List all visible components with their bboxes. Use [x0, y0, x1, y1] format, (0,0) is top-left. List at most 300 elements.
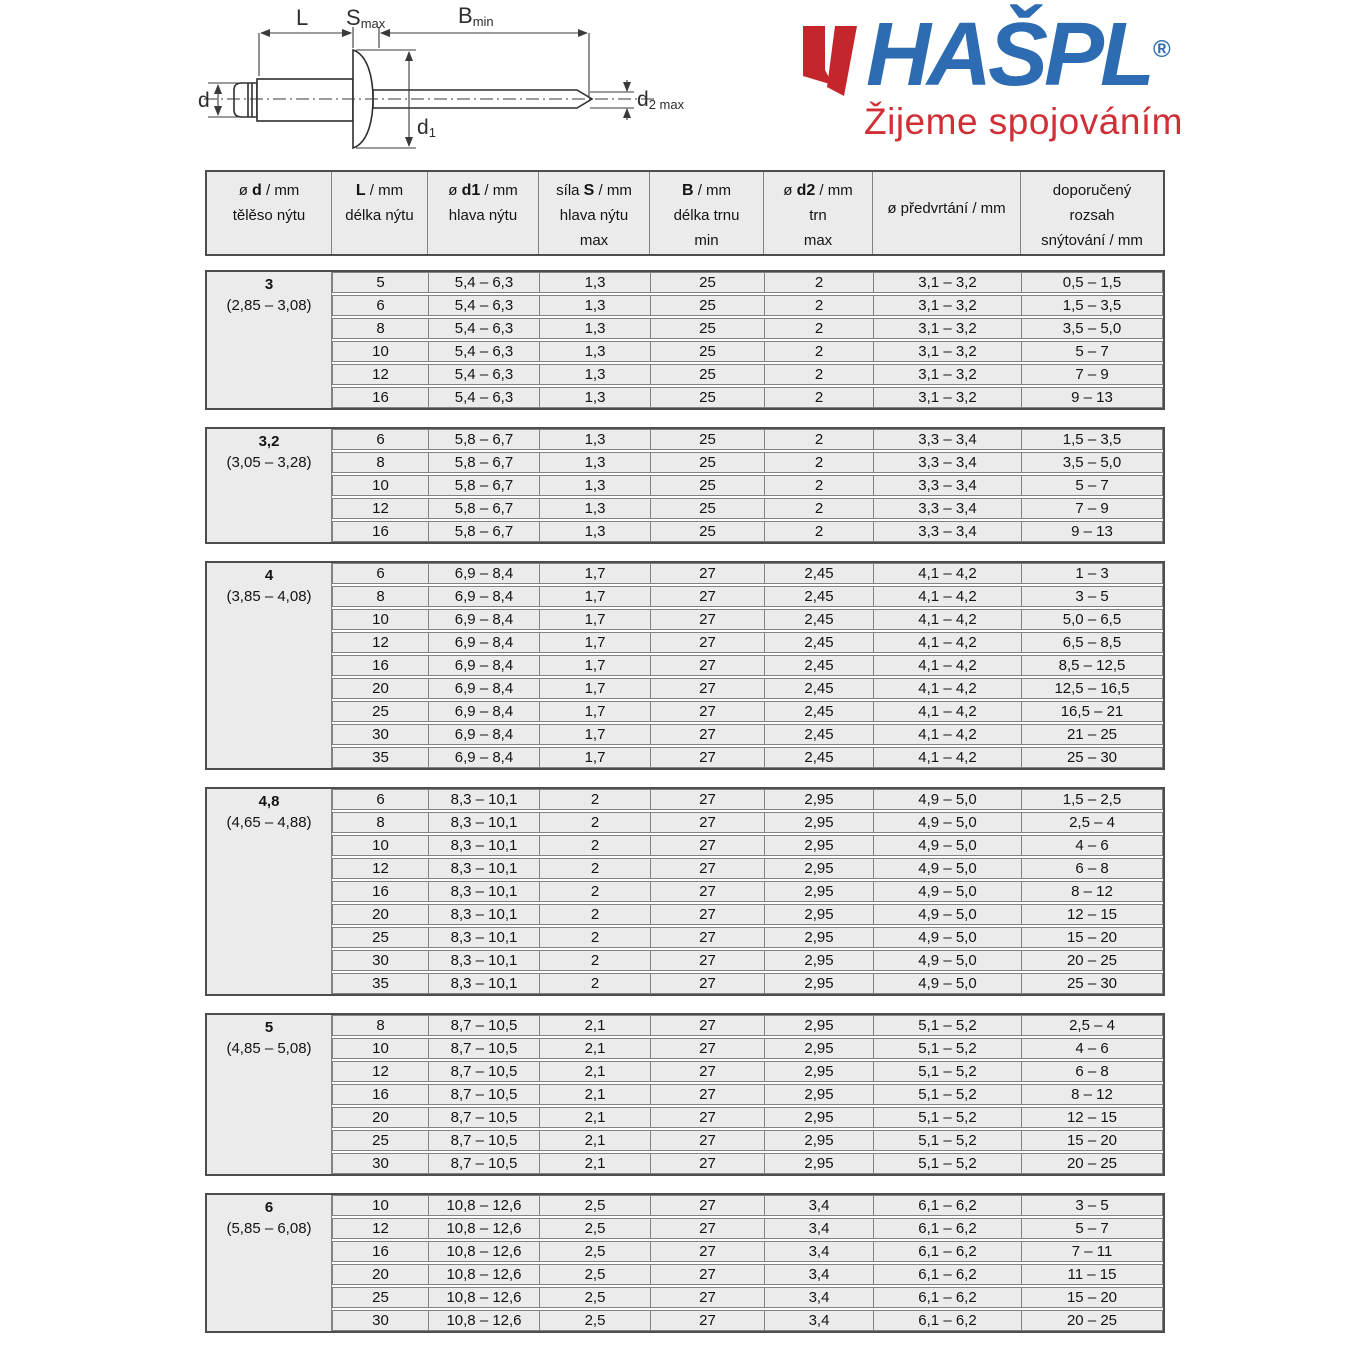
spec-cell: 27 [651, 1154, 765, 1173]
spec-cell: 10 [333, 342, 429, 361]
spec-cell: 0,5 – 1,5 [1062, 274, 1122, 291]
spec-cell: 27 [651, 633, 765, 652]
spec-cell: 4,9 – 5,0 [874, 951, 1022, 970]
spec-cell: 8 – 12 [1071, 1086, 1113, 1103]
spec-cell: 25 [333, 702, 429, 721]
spec-cell: 10 [333, 476, 429, 495]
spec-cell: 3,5 – 5,0 [1062, 320, 1122, 337]
spec-cell: 2,45 [765, 725, 874, 744]
header-cell: B / mm délka trnu min [650, 172, 764, 254]
spec-cell: 1,7 [540, 702, 651, 721]
spec-cell: 2,5 [540, 1288, 651, 1307]
spec-cell: 25 [651, 319, 765, 338]
spec-cell: 27 [651, 1085, 765, 1104]
spec-cell: 12 – 15 [1066, 1109, 1118, 1126]
spec-cell: 2,95 [765, 859, 874, 878]
header-cell: ø d1 / mm hlava nýtu [428, 172, 539, 254]
group-tolerance-range: (4,65 – 4,88) [226, 814, 312, 831]
spec-cell: 7 – 11 [1071, 1243, 1113, 1260]
spec-cell: 1,7 [540, 587, 651, 606]
spec-cell: 6 [333, 790, 429, 809]
table-header [205, 170, 1165, 256]
spec-cell: 2,1 [540, 1131, 651, 1150]
spec-cell: 30 [333, 951, 429, 970]
header-cell: síla S / mm hlava nýtu max [539, 172, 650, 254]
spec-cell: 2,1 [540, 1016, 651, 1035]
spec-cell: 8 – 12 [1071, 883, 1113, 900]
spec-cell: 16 [333, 882, 429, 901]
spec-row [332, 498, 1163, 519]
spec-cell: 1,3 [540, 476, 651, 495]
spec-cell: 4,1 – 4,2 [874, 748, 1022, 767]
spec-cell: 6,5 – 8,5 [1062, 634, 1122, 651]
spec-cell: 4,1 – 4,2 [874, 679, 1022, 698]
spec-cell: 27 [651, 951, 765, 970]
spec-cell: 27 [651, 1131, 765, 1150]
spec-cell: 16 [333, 522, 429, 541]
spec-cell: 5,0 – 6,5 [1062, 611, 1122, 628]
spec-cell: 2 [765, 342, 874, 361]
spec-cell: 10,8 – 12,6 [429, 1265, 540, 1284]
spec-cell: 25 [651, 453, 765, 472]
spec-cell: 30 [333, 725, 429, 744]
spec-row [332, 521, 1163, 542]
spec-row [332, 632, 1163, 653]
spec-cell: 2,95 [765, 1016, 874, 1035]
spec-cell: 10,8 – 12,6 [429, 1311, 540, 1330]
size-group [205, 561, 1165, 770]
group-diameter: 3 [264, 276, 274, 293]
spec-cell: 2 [765, 319, 874, 338]
spec-row [332, 724, 1163, 745]
spec-row [332, 881, 1163, 902]
spec-cell: 12,5 – 16,5 [1054, 680, 1130, 697]
spec-cell: 1,3 [540, 388, 651, 407]
spec-cell: 27 [651, 610, 765, 629]
spec-cell: 2,1 [540, 1154, 651, 1173]
spec-row [332, 1241, 1163, 1262]
spec-cell: 27 [651, 1062, 765, 1081]
spec-cell: 3,4 [765, 1196, 874, 1215]
spec-cell: 8 [333, 813, 429, 832]
spec-cell: 27 [651, 564, 765, 583]
spec-cell: 20 – 25 [1066, 1312, 1118, 1329]
spec-row [332, 563, 1163, 584]
spec-cell: 12 [333, 499, 429, 518]
spec-cell: 6,9 – 8,4 [429, 564, 540, 583]
spec-cell: 35 [333, 748, 429, 767]
spec-cell: 4,9 – 5,0 [874, 882, 1022, 901]
size-group [205, 787, 1165, 996]
spec-cell: 4,1 – 4,2 [874, 564, 1022, 583]
spec-cell: 1,5 – 2,5 [1062, 791, 1122, 808]
spec-cell: 25 [651, 430, 765, 449]
spec-cell: 2 [540, 974, 651, 993]
spec-cell: 5,4 – 6,3 [429, 365, 540, 384]
spec-cell: 27 [651, 1219, 765, 1238]
group-tolerance-range: (2,85 – 3,08) [226, 297, 312, 314]
spec-cell: 20 – 25 [1066, 952, 1118, 969]
group-tolerance-range: (5,85 – 6,08) [226, 1220, 312, 1237]
spec-cell: 5,8 – 6,7 [429, 499, 540, 518]
rivet-spec-table [205, 170, 1165, 1333]
spec-cell: 2,1 [540, 1062, 651, 1081]
spec-cell: 4,9 – 5,0 [874, 836, 1022, 855]
spec-cell: 8,3 – 10,1 [429, 905, 540, 924]
spec-cell: 2,5 – 4 [1069, 814, 1115, 831]
spec-cell: 10,8 – 12,6 [429, 1242, 540, 1261]
spec-cell: 3,4 [765, 1265, 874, 1284]
spec-cell: 10 [333, 836, 429, 855]
spec-cell: 6,9 – 8,4 [429, 748, 540, 767]
group-diameter-cell [207, 1195, 332, 1331]
spec-cell: 2 [540, 882, 651, 901]
spec-cell: 3,1 – 3,2 [874, 273, 1022, 292]
spec-cell: 5,1 – 5,2 [874, 1016, 1022, 1035]
spec-cell: 16,5 – 21 [1060, 703, 1124, 720]
spec-cell: 30 [333, 1311, 429, 1330]
group-tolerance-range: (3,85 – 4,08) [226, 588, 312, 605]
spec-cell: 27 [651, 679, 765, 698]
spec-row [332, 1218, 1163, 1239]
spec-cell: 16 [333, 656, 429, 675]
spec-cell: 25 [651, 365, 765, 384]
spec-cell: 8,3 – 10,1 [429, 790, 540, 809]
spec-cell: 27 [651, 974, 765, 993]
haspl-logo [798, 5, 1184, 142]
spec-cell: 1,3 [540, 296, 651, 315]
group-diameter-cell [207, 429, 332, 542]
spec-cell: 6 – 8 [1075, 1063, 1109, 1080]
spec-cell: 2 [540, 790, 651, 809]
spec-cell: 15 – 20 [1066, 1132, 1118, 1149]
spec-cell: 8 [333, 1016, 429, 1035]
spec-row [332, 609, 1163, 630]
spec-cell: 2 [765, 476, 874, 495]
spec-cell: 7 – 9 [1075, 500, 1109, 517]
spec-cell: 2,45 [765, 679, 874, 698]
spec-row [332, 1038, 1163, 1059]
spec-row [332, 655, 1163, 676]
spec-cell: 4,9 – 5,0 [874, 905, 1022, 924]
spec-row [332, 1015, 1163, 1036]
spec-cell: 27 [651, 790, 765, 809]
spec-cell: 8 [333, 453, 429, 472]
spec-cell: 20 – 25 [1066, 1155, 1118, 1172]
spec-row [332, 586, 1163, 607]
spec-row [332, 1107, 1163, 1128]
spec-cell: 2 [765, 453, 874, 472]
spec-cell: 4,1 – 4,2 [874, 725, 1022, 744]
spec-cell: 2 [540, 836, 651, 855]
spec-cell: 2,95 [765, 1039, 874, 1058]
spec-cell: 25 – 30 [1066, 975, 1118, 992]
spec-cell: 27 [651, 1039, 765, 1058]
spec-cell: 12 [333, 633, 429, 652]
spec-cell: 27 [651, 905, 765, 924]
spec-cell: 4,1 – 4,2 [874, 633, 1022, 652]
spec-cell: 2,95 [765, 974, 874, 993]
spec-cell: 10 [333, 1039, 429, 1058]
spec-cell: 27 [651, 1108, 765, 1127]
spec-cell: 25 [333, 928, 429, 947]
spec-cell: 1,3 [540, 365, 651, 384]
spec-cell: 25 [333, 1288, 429, 1307]
table-groups [205, 270, 1165, 1333]
spec-cell: 2 [540, 928, 651, 947]
logo-mark [798, 24, 860, 102]
spec-cell: 8,3 – 10,1 [429, 836, 540, 855]
spec-cell: 2,95 [765, 813, 874, 832]
spec-cell: 5,4 – 6,3 [429, 388, 540, 407]
spec-cell: 8,7 – 10,5 [429, 1039, 540, 1058]
spec-cell: 6 [333, 296, 429, 315]
dim-label-Bmin: Bmin [458, 3, 494, 29]
spec-cell: 2,45 [765, 702, 874, 721]
spec-cell: 5,4 – 6,3 [429, 296, 540, 315]
spec-cell: 2 [540, 951, 651, 970]
spec-cell: 6,9 – 8,4 [429, 725, 540, 744]
spec-cell: 4,9 – 5,0 [874, 859, 1022, 878]
spec-cell: 1,3 [540, 522, 651, 541]
spec-cell: 4 – 6 [1075, 837, 1109, 854]
spec-cell: 27 [651, 1265, 765, 1284]
spec-cell: 2,45 [765, 587, 874, 606]
spec-cell: 35 [333, 974, 429, 993]
spec-cell: 15 – 20 [1066, 929, 1118, 946]
group-diameter: 3,2 [258, 433, 280, 450]
spec-row [332, 272, 1163, 293]
header-cell: L / mm délka nýtu [332, 172, 428, 254]
spec-row [332, 1153, 1163, 1174]
spec-cell: 4 – 6 [1075, 1040, 1109, 1057]
group-diameter-cell [207, 563, 332, 768]
spec-cell: 2,45 [765, 610, 874, 629]
spec-cell: 3,1 – 3,2 [874, 296, 1022, 315]
spec-cell: 3 – 5 [1075, 1197, 1109, 1214]
spec-cell: 1,5 – 3,5 [1062, 431, 1122, 448]
spec-cell: 8,3 – 10,1 [429, 951, 540, 970]
spec-row [332, 1061, 1163, 1082]
spec-cell: 6,1 – 6,2 [874, 1242, 1022, 1261]
spec-cell: 27 [651, 1242, 765, 1261]
spec-cell: 5,1 – 5,2 [874, 1039, 1022, 1058]
group-diameter: 4 [264, 567, 274, 584]
spec-cell: 4,1 – 4,2 [874, 702, 1022, 721]
spec-cell: 4,9 – 5,0 [874, 813, 1022, 832]
spec-cell: 2,5 [540, 1196, 651, 1215]
spec-cell: 1,3 [540, 342, 651, 361]
spec-cell: 6,1 – 6,2 [874, 1196, 1022, 1215]
spec-cell: 12 [333, 1062, 429, 1081]
spec-cell: 8,3 – 10,1 [429, 813, 540, 832]
spec-cell: 25 [651, 273, 765, 292]
spec-cell: 3,1 – 3,2 [874, 365, 1022, 384]
spec-cell: 2,95 [765, 882, 874, 901]
spec-cell: 6,9 – 8,4 [429, 587, 540, 606]
spec-cell: 2,1 [540, 1108, 651, 1127]
spec-cell: 1,7 [540, 633, 651, 652]
spec-cell: 2 [540, 813, 651, 832]
spec-cell: 1,3 [540, 273, 651, 292]
spec-cell: 5 [333, 273, 429, 292]
spec-cell: 3,3 – 3,4 [874, 499, 1022, 518]
spec-cell: 6,1 – 6,2 [874, 1311, 1022, 1330]
size-group [205, 270, 1165, 410]
spec-cell: 11 – 15 [1067, 1266, 1117, 1283]
spec-cell: 2,95 [765, 1154, 874, 1173]
spec-cell: 2,5 [540, 1219, 651, 1238]
group-tolerance-range: (3,05 – 3,28) [226, 454, 312, 471]
spec-cell: 16 [333, 1085, 429, 1104]
spec-cell: 2 [765, 430, 874, 449]
spec-cell: 25 [651, 342, 765, 361]
spec-cell: 1,3 [540, 430, 651, 449]
spec-cell: 27 [651, 882, 765, 901]
spec-cell: 8,3 – 10,1 [429, 974, 540, 993]
spec-cell: 2,45 [765, 633, 874, 652]
spec-cell: 5,1 – 5,2 [874, 1108, 1022, 1127]
brand-wordmark: HAŠPL [866, 5, 1152, 105]
spec-cell: 2,1 [540, 1039, 651, 1058]
spec-cell: 27 [651, 725, 765, 744]
spec-cell: 1,7 [540, 748, 651, 767]
spec-cell: 1,7 [540, 656, 651, 675]
group-tolerance-range: (4,85 – 5,08) [226, 1040, 312, 1057]
spec-cell: 2 [540, 859, 651, 878]
spec-cell: 20 [333, 679, 429, 698]
spec-cell: 5,4 – 6,3 [429, 273, 540, 292]
group-diameter: 5 [264, 1019, 274, 1036]
spec-cell: 2 [765, 273, 874, 292]
spec-cell: 4,1 – 4,2 [874, 610, 1022, 629]
size-group [205, 427, 1165, 544]
spec-row [332, 789, 1163, 810]
spec-cell: 8,7 – 10,5 [429, 1131, 540, 1150]
spec-cell: 6 – 8 [1075, 860, 1109, 877]
spec-cell: 10,8 – 12,6 [429, 1288, 540, 1307]
spec-cell: 10,8 – 12,6 [429, 1219, 540, 1238]
spec-cell: 2,45 [765, 564, 874, 583]
group-diameter-cell [207, 789, 332, 994]
spec-cell: 10,8 – 12,6 [429, 1196, 540, 1215]
spec-row [332, 950, 1163, 971]
spec-row [332, 835, 1163, 856]
spec-cell: 2,95 [765, 1131, 874, 1150]
spec-cell: 8,3 – 10,1 [429, 859, 540, 878]
spec-cell: 30 [333, 1154, 429, 1173]
spec-cell: 27 [651, 813, 765, 832]
spec-cell: 20 [333, 905, 429, 924]
spec-row [332, 452, 1163, 473]
spec-cell: 6,1 – 6,2 [874, 1219, 1022, 1238]
spec-row [332, 341, 1163, 362]
spec-row [332, 1287, 1163, 1308]
spec-cell: 8 [333, 319, 429, 338]
rivet-diagram [196, 0, 706, 166]
spec-cell: 16 [333, 388, 429, 407]
spec-cell: 7 – 9 [1075, 366, 1109, 383]
spec-cell: 5,8 – 6,7 [429, 476, 540, 495]
spec-cell: 2,5 [540, 1311, 651, 1330]
spec-cell: 2 [765, 388, 874, 407]
spec-cell: 21 – 25 [1066, 726, 1118, 743]
spec-cell: 12 [333, 859, 429, 878]
spec-cell: 12 [333, 365, 429, 384]
spec-cell: 6 [333, 564, 429, 583]
dim-label-L: L [296, 5, 309, 30]
spec-cell: 2 [765, 296, 874, 315]
spec-cell: 1,7 [540, 679, 651, 698]
spec-row [332, 973, 1163, 994]
spec-cell: 25 [651, 499, 765, 518]
spec-cell: 6,9 – 8,4 [429, 656, 540, 675]
spec-cell: 8,5 – 12,5 [1058, 657, 1126, 674]
spec-cell: 25 [651, 476, 765, 495]
spec-cell: 3,4 [765, 1242, 874, 1261]
spec-cell: 3,1 – 3,2 [874, 388, 1022, 407]
spec-row [332, 364, 1163, 385]
header-cell: ø d / mm tělěso nýtu [207, 172, 332, 254]
registered-trademark-symbol: ® [1153, 36, 1171, 63]
dim-label-d1: d1 [417, 116, 436, 140]
spec-cell: 1 – 3 [1075, 565, 1109, 582]
spec-row [332, 295, 1163, 316]
spec-cell: 20 [333, 1108, 429, 1127]
spec-cell: 27 [651, 928, 765, 947]
spec-cell: 2 [765, 499, 874, 518]
spec-cell: 8,3 – 10,1 [429, 928, 540, 947]
spec-cell: 8,3 – 10,1 [429, 882, 540, 901]
group-diameter-cell [207, 272, 332, 408]
spec-cell: 5 – 7 [1075, 477, 1109, 494]
spec-cell: 2,95 [765, 905, 874, 924]
spec-row [332, 387, 1163, 408]
spec-row [332, 475, 1163, 496]
dim-label-d2max: d2 max [637, 88, 685, 112]
spec-cell: 5 – 7 [1075, 343, 1109, 360]
spec-cell: 3,3 – 3,4 [874, 476, 1022, 495]
spec-cell: 2 [765, 365, 874, 384]
spec-cell: 9 – 13 [1071, 389, 1113, 406]
spec-cell: 27 [651, 859, 765, 878]
dim-label-d: d [198, 89, 210, 112]
spec-cell: 2,45 [765, 656, 874, 675]
spec-cell: 1,7 [540, 564, 651, 583]
spec-cell: 1,5 – 3,5 [1062, 297, 1122, 314]
spec-row [332, 812, 1163, 833]
spec-cell: 2,5 [540, 1265, 651, 1284]
spec-cell: 4,9 – 5,0 [874, 790, 1022, 809]
spec-cell: 3,4 [765, 1219, 874, 1238]
spec-row [332, 1195, 1163, 1216]
spec-cell: 1,3 [540, 319, 651, 338]
spec-cell: 5,1 – 5,2 [874, 1154, 1022, 1173]
spec-cell: 8 [333, 587, 429, 606]
spec-cell: 5,8 – 6,7 [429, 522, 540, 541]
spec-cell: 2,5 – 4 [1069, 1017, 1115, 1034]
spec-cell: 3,3 – 3,4 [874, 522, 1022, 541]
spec-row [332, 1084, 1163, 1105]
spec-cell: 27 [651, 748, 765, 767]
header-cell: doporučený rozsah snýtování / mm [1041, 182, 1143, 249]
spec-row [332, 1130, 1163, 1151]
spec-cell: 2,95 [765, 928, 874, 947]
spec-cell: 2,95 [765, 790, 874, 809]
spec-cell: 2,95 [765, 1085, 874, 1104]
spec-cell: 8,7 – 10,5 [429, 1154, 540, 1173]
spec-cell: 2 [765, 522, 874, 541]
